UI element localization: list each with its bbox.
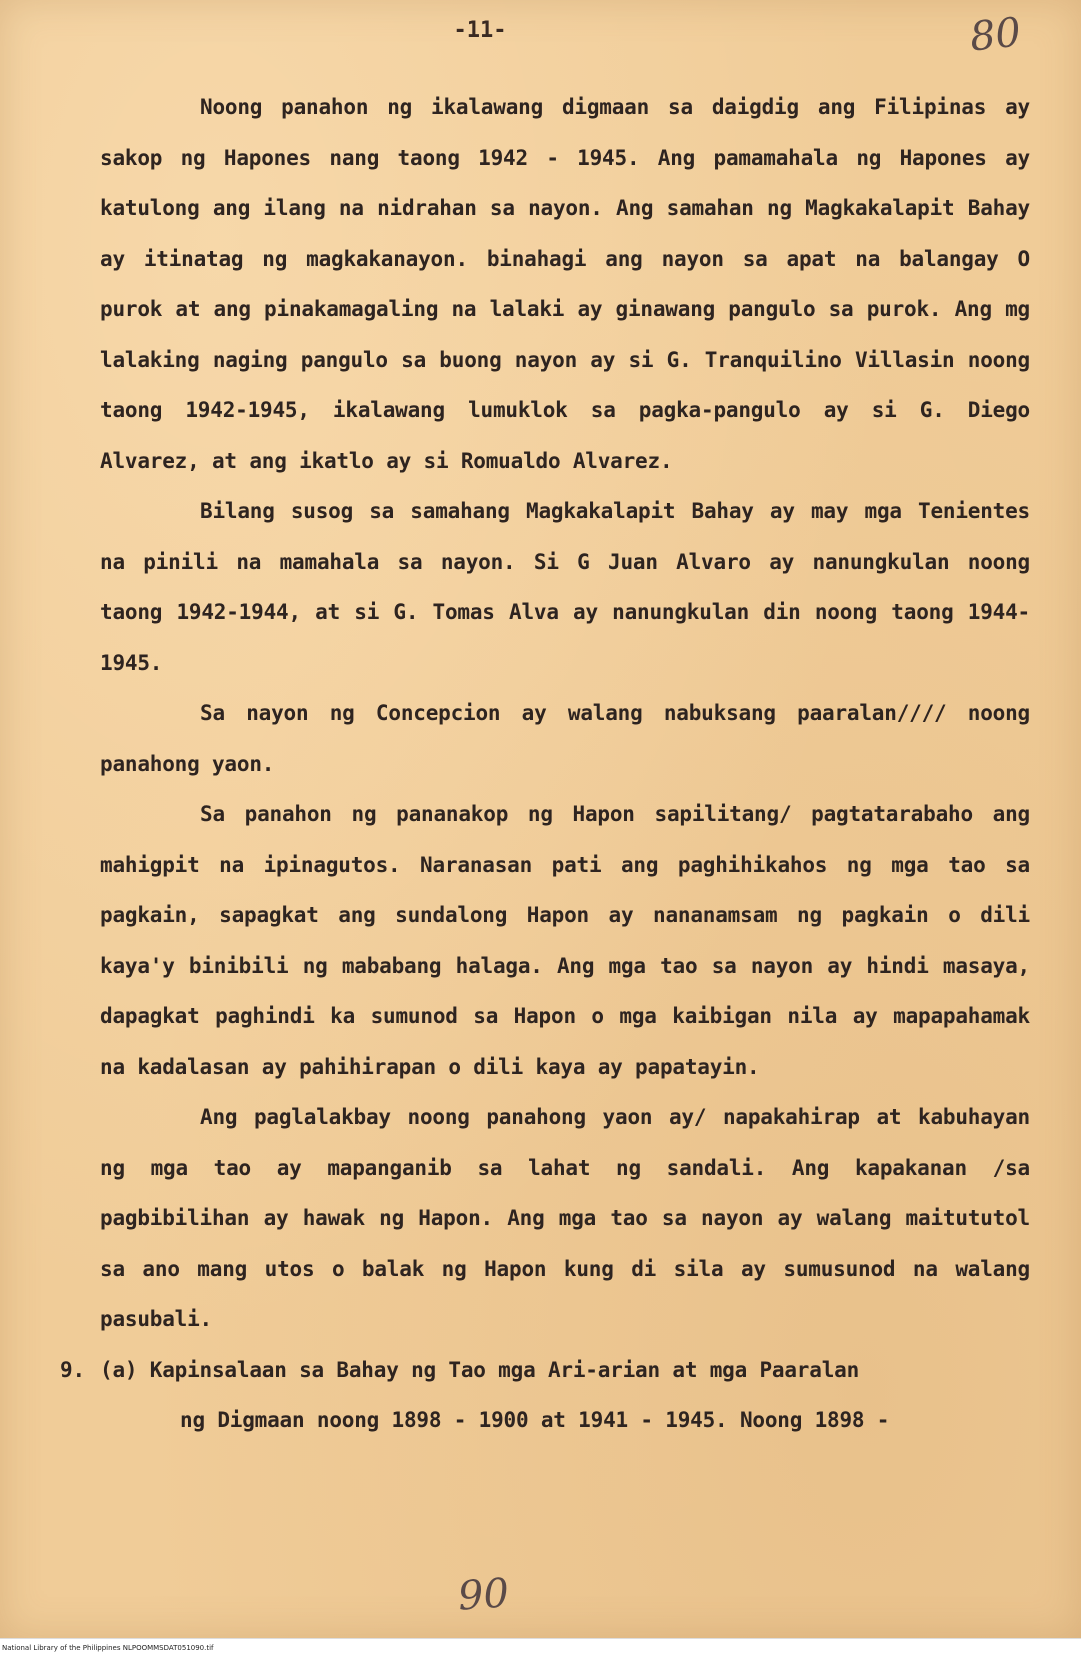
paragraph-4: Sa panahon ng pananakop ng Hapon sapilitang/ pagtatarabaho ang mahigpit na ipinagutos. Naranasan pati ang paghihikahos ng mga tao sa pagkain, sapagkat ang sundalong Hapon ay nananamsam ng pagkain o dili kaya'y binibili ng mababang halaga. Ang mga tao sa nayon ay hindi masaya, dapagkat paghindi ka sumunod sa Hapon o mga kaibigan nila ay mapapahamak na kadalasan ay pahihirapan o dili kaya ay papatayin. [100,802,1030,1079]
item-number: 9. [60,1357,85,1382]
paragraph-5: Ang paglalakbay noong panahong yaon ay/ napakahirap at kabuhayan ng mga tao ay mapanganib sa lahat ng sandali. Ang kapakanan /sa pagbibilihan ay hawak ng Hapon. Ang mga tao sa nayon ay walang maitututol sa ano mang utos o balak ng Hapon kung di sila ay sumusunod na walang pasubali. [100,1105,1030,1331]
paragraph-1: Noong panahon ng ikalawang digmaan sa daigdig ang Filipinas ay sakop ng Hapones nang taong 1942 - 1945. Ang pamamahala ng Hapones ay katulong ang ilang na nidrahan sa nayon. Ang samahan ng Magkakalapit Bahay ay itinatag ng magkakanayon. binahagi ang nayon sa apat na balangay O purok at ang pinakamagaling na lalaki ay ginawang pangulo sa purok. Ang mg lalaking naging pangulo sa buong nayon ay si G. Tranquilino Villasin noong taong 1942-1945, ikalawang lumuklok sa pagka-pangulo ay si G. Diego Alvarez, at ang ikatlo ay si Romualdo Alvarez. [100,95,1030,473]
page-number: -11- [453,18,507,43]
document-body [60,82,1030,1446]
handwritten-page-number-top: 80 [967,9,1024,61]
paragraph-2: Bilang susog sa samahang Magkakalapit Bahay ay may mga Tenientes na pinili na mamahala sa nayon. Si G Juan Alvaro ay nanungkulan noong taong 1942-1944, at si G. Tomas Alva ay nanungkulan din noong taong 1944-1945. [100,499,1030,675]
archive-footer: National Library of the Philippines NLPOOMMSDAT051090.tif [0,1638,1081,1658]
item-9-heading [60,1345,1030,1396]
item-9-continuation: ng Digmaan noong 1898 - 1900 at 1941 - 1945. Noong 1898 - [180,1408,890,1432]
paragraph-3: Sa nayon ng Concepcion ay walang nabuksang paaralan//// noong panahong yaon. [100,701,1030,776]
item-text: (a) Kapinsalaan sa Bahay ng Tao mga Ari-arian at mga Paaralan [100,1357,860,1382]
handwritten-page-number-bottom: 90 [456,1570,511,1620]
